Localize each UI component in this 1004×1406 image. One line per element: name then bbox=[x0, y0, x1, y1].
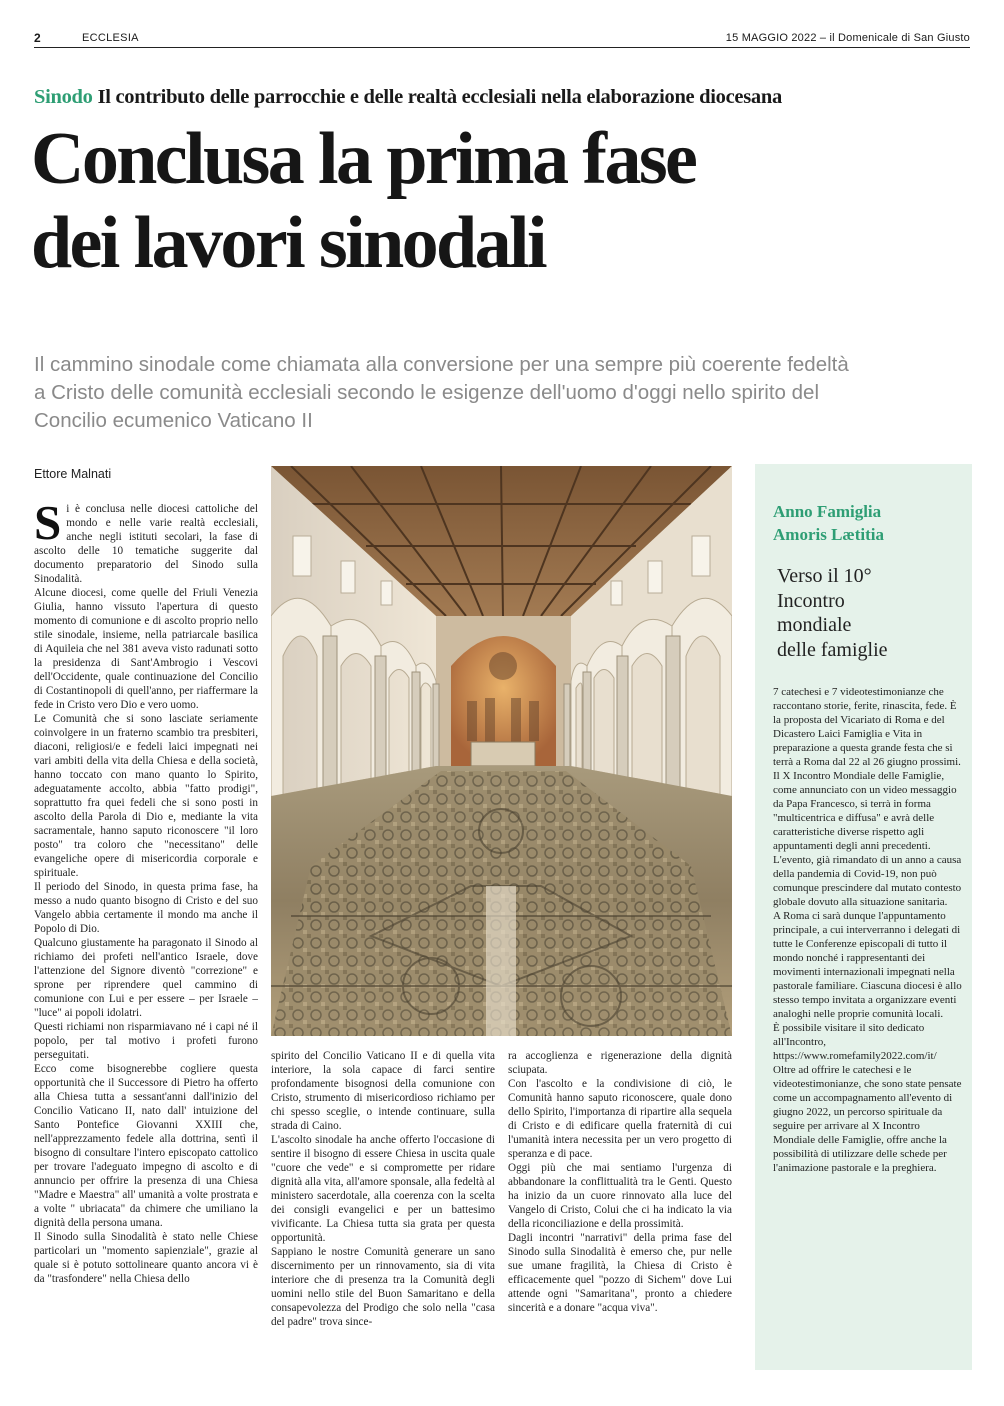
sidebar-box bbox=[755, 464, 972, 1370]
article-paragraph: L'ascolto sinodale ha anche offerto l'occasione di sentire il bisogno di essere Chiesa in uscita quale "cuore che vede" e si compromette per ridare dignità alla vita, all'amore sponsale, alla fedeltà al ministero sacerdotale, alla coerenza con la scelta dei consigli evangelici e per un battesimo vivificante. La Chiesa tutta sia grata per questa opportunità. bbox=[271, 1134, 495, 1244]
sidebar-title bbox=[777, 564, 888, 662]
sidebar-heading bbox=[773, 500, 884, 546]
kicker-text: Il contributo delle parrocchie e delle realtà ecclesiali nella elaborazione diocesana bbox=[97, 86, 782, 108]
sidebar-paragraph: Oltre ad offrire le catechesi e le videotestimonianze, che sono state pensate come un accompagnamento all'evento di giugno 2022, un percorso spirituale da seguire per arrivare al X Incontro Mondiale delle Famiglie, offre anche la possibilità di utilizzare delle schede per l'animazione pastorale e la preghiera. bbox=[773, 1064, 962, 1174]
drop-cap: S bbox=[34, 502, 62, 550]
article-paragraph: Oggi più che mai sentiamo l'urgenza di abbandonare la conflittualità tra le Genti. Questo ha inizio da un cuore rinnovato alla luce del Vangelo di Cristo, Colui che ci ha indicato la via della riconciliazione e della prossimità. bbox=[508, 1162, 732, 1230]
article-paragraph: Dagli incontri "narrativi" della prima fase del Sinodo sulla Sinodalità è emerso che, pur nelle sue umane fragilità, la Chiesa di Cristo è efficacemente quel "pozzo di Sichem" dove Lui attende ogni "Samaritana", pronto a chiedere sincerità e a donare "acqua viva". bbox=[508, 1232, 732, 1314]
article-paragraph: Si è conclusa nelle diocesi cattoliche del mondo e nelle varie realtà ecclesiali, anche negli istituti secolari, la fase di ascolto delle 10 tematiche suggerite dal documento preparatorio del Sinodo sulla Sinodalità. bbox=[34, 502, 258, 585]
article-paragraph: ra accoglienza e rigenerazione della dignità sciupata. bbox=[508, 1050, 732, 1076]
basilica-nave-image bbox=[271, 466, 732, 1036]
article-paragraph: spirito del Concilio Vaticano II e di quella vita interiore, la sola capace di farci sentire profondamente bisognosi della comunione con Cristo, strumento di misericordioso richiamo per chi spesso sceglie, o intende continuare, sulla strada di Caino. bbox=[271, 1050, 495, 1132]
sidebar-title-line-2: Incontro bbox=[777, 589, 845, 612]
article-paragraph: Il Sinodo sulla Sinodalità è stato nelle Chiese particolari un "momento sapienziale", grazie al quale si è potuto sottolineare quanto ancora vi è da "trasfondere" nella Chiesa dello bbox=[34, 1231, 258, 1285]
deck bbox=[34, 351, 974, 435]
deck-line-3: Concilio ecumenico Vaticano II bbox=[34, 409, 313, 432]
headline bbox=[31, 117, 971, 285]
article-column-3 bbox=[508, 1049, 732, 1365]
article-paragraph: Ecco come bisognerebbe cogliere questa opportunità che il Successore di Pietro ha offerto alla Chiesa tutta a sessant'anni dall'inizio del Concilio Vaticano II, nato dall' intuizione del Santo Pontefice Giovanni XXIII che, nell'apprezzamento fedele alla dottrina, sentì il bisogno di consultare l'intero episcopato cattolico per trovare l'adeguato impegno di ascolto e di annuncio per offrire la presenza di una Chiesa "Madre e Maestra" all' umanità a volte prostrata e a volte " ubriacata" da chimere che umiliano la dignità della persona umana. bbox=[34, 1063, 258, 1229]
sidebar-title-line-1: Verso il 10° bbox=[777, 565, 872, 587]
headline-line-2: dei lavori sinodali bbox=[31, 202, 545, 284]
basilica-photo bbox=[271, 466, 732, 1036]
sidebar-paragraph: 7 catechesi e 7 videotestimonianze che raccontano storie, ferite, rinascita, fede. È la proposta del Vicariato di Roma e del Dicastero Laici Famiglia e Vita in preparazione a questa grande festa che si terrà a Roma dal 22 al 26 giugno prossimi. bbox=[773, 686, 961, 768]
sidebar-paragraph: È possibile visitare il sito dedicato all'Incontro, https://www.romefamily2022.com/it/ bbox=[773, 1022, 937, 1062]
article-paragraph: Le Comunità che si sono lasciate seriamente coinvolgere in un fraterno scambio tra presbiteri, diaconi, religiosi/e e fedeli laici impegnati nei vari ambiti della vita della Chiesa e della società, hanno toccato con mano quanto lo Spirito, adeguatamente accolto, abbia "fatto prodigi", soprattutto fra quei fedeli che si sono posti in ascolto della Parola di Dio e, mediante la vita sacramentale, hanno saputo riconoscere "il loro posto" tra coloro che "necessitano" delle evangeliche opere di misericordia corporale e spirituale. bbox=[34, 713, 258, 879]
issue-date: 15 MAGGIO 2022 – il Domenicale di San Giusto bbox=[725, 32, 970, 44]
article-paragraph: Alcune diocesi, come quelle del Friuli Venezia Giulia, hanno vissuto l'apertura di questo momento di comunione e di ascolto proprio nello stile sinodale, insieme, nella patriarcale basilica di Aquileia che nel 381 aveva visto radunati sotto la presidenza di Sant'Ambrogio i Vescovi dell'Occidente, quale continuazione del Concilio di Costantinopoli di quell'anno, per riaffermare la fede in Cristo vero Dio e vero uomo. bbox=[34, 587, 258, 711]
byline: Ettore Malnati bbox=[34, 467, 112, 481]
article-column-1 bbox=[34, 502, 258, 1360]
article-paragraph: Sappiano le nostre Comunità generare un sano discernimento per un rinnovamento, sia di vita interiore che di presenza tra la Comunità degli uomini nello stile del Buon Samaritano e della consapevolezza del Prodigo che solo nella "casa del padre" trova since- bbox=[271, 1246, 495, 1328]
page-folio bbox=[34, 30, 970, 48]
sidebar-title-line-3: mondiale bbox=[777, 614, 852, 636]
deck-line-1: Il cammino sinodale come chiamata alla conversione per una sempre più coerente fedeltà bbox=[34, 353, 849, 376]
sidebar-paragraph: Il X Incontro Mondiale delle Famiglie, come annunciato con un video messaggio da Papa Francesco, si terrà in forma "multicentrica e diffusa" e avrà delle caratteristiche diverse rispetto agli appuntamenti degli anni precedenti. L'evento, già rimandato di un anno a causa della pandemia di Covid-19, non può comunque prescindere dal mutato contesto globale dovuto alla situazione sanitaria. bbox=[773, 770, 962, 908]
sidebar-heading-line-1: Anno Famiglia bbox=[773, 502, 882, 521]
sidebar-title-line-4: delle famiglie bbox=[777, 638, 888, 661]
article-paragraph: Qualcuno giustamente ha paragonato il Sinodo al richiamo dei profeti nell'antico Israele, dove l'attenzione del Signore diventò "correzione" e sprone per riprendere quel cammino di comunione con Lui e per essere – per Israele – "luce" ai popoli idolatri. bbox=[34, 937, 258, 1019]
article-column-2 bbox=[271, 1049, 495, 1365]
deck-line-2: a Cristo delle comunità ecclesiali secondo le esigenze dell'uomo d'oggi nello spirito del bbox=[34, 381, 819, 404]
article-paragraph: Con l'ascolto e la condivisione di ciò, le Comunità hanno saputo riconoscere, quale dono dello Spirito, l'importanza di ripartire alla sequela di Cristo e di edificare quella fraternità di cui l'umanità intera necessita per un vero progetto di speranza e di pace. bbox=[508, 1078, 732, 1160]
headline-line-1: Conclusa la prima fase bbox=[31, 118, 696, 200]
kicker bbox=[34, 86, 782, 109]
sidebar-heading-line-2: Amoris Lætitia bbox=[773, 525, 884, 544]
section-name: ECCLESIA bbox=[82, 32, 139, 44]
article-paragraph: Il periodo del Sinodo, in questa prima fase, ha messo a nudo quanto bisogno di Cristo e del suo Vangelo abbia certamente il mondo ma anche il Popolo di Dio. bbox=[34, 881, 258, 935]
page-number: 2 bbox=[34, 31, 41, 45]
article-paragraph: Questi richiami non risparmiavano né i capi né il popolo, per tal motivo i profeti furono perseguitati. bbox=[34, 1021, 258, 1061]
sidebar-body bbox=[773, 685, 963, 1175]
sidebar-paragraph: A Roma ci sarà dunque l'appuntamento principale, a cui interverranno i delegati di tutte le Conferenze episcopali di tutto il mondo nonché i rappresentanti dei movimenti internazionali impegnati nella pastorale familiare. Ciascuna diocesi è allo stesso tempo invitata a organizzare eventi analoghi nelle proprie comunità locali. bbox=[773, 910, 962, 1020]
kicker-tag: Sinodo bbox=[34, 86, 93, 108]
